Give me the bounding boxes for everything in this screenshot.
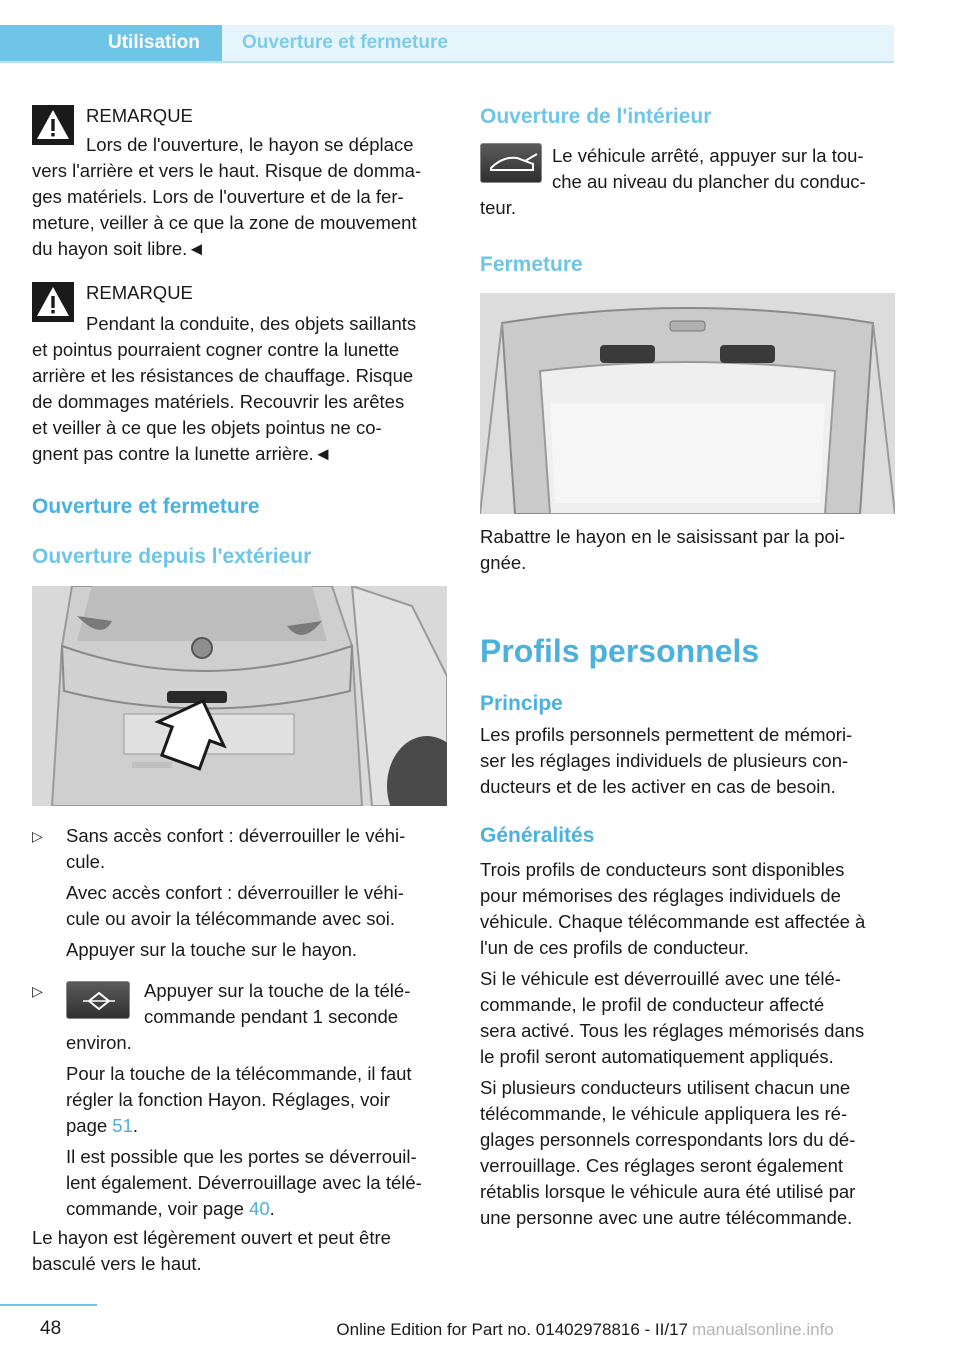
bullet-line: cule. bbox=[66, 851, 106, 872]
body-line: véhicule. Chaque télécommande est affectée à bbox=[480, 911, 866, 932]
body-line: rétablis lorsque le véhicule aura été utilisé par bbox=[480, 1181, 856, 1202]
interior-tailgate-button-icon bbox=[480, 143, 542, 183]
chapter-heading: Profils personnels bbox=[480, 633, 760, 669]
body-line: Le véhicule arrêté, appuyer sur la tou‐ bbox=[552, 145, 864, 166]
remote-tailgate-button-icon bbox=[66, 981, 130, 1019]
bullet-triangle-icon: ▷ bbox=[32, 983, 43, 999]
closing-line: basculé vers le haut. bbox=[32, 1253, 202, 1274]
body-line: télécommande, le véhicule appliquera les ré‐ bbox=[480, 1103, 848, 1124]
body-line: ser les réglages individuels de plusieurs con‐ bbox=[480, 750, 849, 771]
body-line: sera activé. Tous les réglages mémorisés dans bbox=[480, 1020, 865, 1041]
body-line: verrouillage. Ces réglages seront également bbox=[480, 1155, 844, 1176]
bullet-line: régler la fonction Hayon. Réglages, voir bbox=[66, 1089, 390, 1110]
bullet-line: Appuyer sur la touche sur le hayon. bbox=[66, 939, 358, 960]
warning-title: REMARQUE bbox=[86, 282, 193, 303]
diamond-icon bbox=[67, 982, 131, 1020]
bullet-line: cule ou avoir la télécommande avec soi. bbox=[66, 908, 396, 929]
warning-body-line: vers l'arrière et vers le haut. Risque de domma‐ bbox=[32, 160, 422, 181]
watermark: manualsonline.info bbox=[692, 1320, 834, 1339]
warning-body-line: Lors de l'ouverture, le hayon se déplace bbox=[86, 134, 414, 155]
warning-triangle-icon bbox=[32, 105, 74, 145]
edition-note: Online Edition for Part no. 01402978816 - II/17 bbox=[336, 1320, 688, 1339]
body-line: commande, le profil de conducteur affecté bbox=[480, 994, 825, 1015]
subsection-heading: Ouverture de l'intérieur bbox=[480, 105, 712, 128]
bullet-line: Avec accès confort : déverrouiller le véhi‐ bbox=[66, 882, 404, 903]
body-line: teur. bbox=[480, 197, 516, 218]
warning-body-line: de dommages matériels. Recouvrir les arêtes bbox=[32, 391, 405, 412]
body-line: gnée. bbox=[480, 552, 527, 573]
bullet-line bbox=[66, 1196, 447, 1222]
subsection-heading: Généralités bbox=[480, 824, 595, 847]
bullet-triangle-icon: ▷ bbox=[32, 828, 43, 844]
closing-line: Le hayon est légèrement ouvert et peut être bbox=[32, 1227, 391, 1248]
body-line: le profil seront automatiquement appliqués. bbox=[480, 1046, 834, 1067]
warning-note-2 bbox=[32, 280, 447, 470]
warning-body-line: meture, veiller à ce que la zone de mouvement bbox=[32, 212, 417, 233]
page-number: 48 bbox=[40, 1318, 62, 1339]
subsection-heading: Principe bbox=[480, 692, 563, 715]
subsection-heading: Ouverture depuis l'extérieur bbox=[32, 545, 312, 568]
bullet-line: Appuyer sur la touche de la télé‐ bbox=[144, 980, 411, 1001]
tailgate-interior-illustration bbox=[480, 293, 895, 514]
header-section-label: Ouverture et fermeture bbox=[242, 32, 448, 53]
body-line: Trois profils de conducteurs sont disponibles bbox=[480, 859, 845, 880]
instruction-bullet bbox=[32, 823, 447, 963]
body-line: Rabattre le hayon en le saisissant par la poi‐ bbox=[480, 526, 846, 547]
header-tab-label: Utilisation bbox=[108, 32, 200, 53]
bullet-text-span: . bbox=[132, 1115, 139, 1136]
bullet-text-span: commande, voir page bbox=[66, 1198, 250, 1219]
warning-title: REMARQUE bbox=[86, 105, 193, 126]
warning-body-line: et pointus pourraient cogner contre la lunette bbox=[32, 339, 400, 360]
car-trunk-icon bbox=[481, 144, 543, 184]
header-tab-utilisation bbox=[0, 25, 222, 61]
warning-triangle-icon bbox=[32, 282, 74, 322]
body-line: l'un de ces profils de conducteur. bbox=[480, 937, 749, 958]
warning-body-line: Pendant la conduite, des objets saillants bbox=[86, 313, 417, 334]
page-link-40[interactable]: 40 bbox=[249, 1198, 270, 1219]
tailgate-exterior-illustration bbox=[32, 586, 447, 806]
page-link-51[interactable]: 51 bbox=[112, 1115, 133, 1136]
body-line: Les profils personnels permettent de mémori‐ bbox=[480, 724, 853, 745]
body-line: pour mémorises des réglages individuels de bbox=[480, 885, 841, 906]
bullet-line: Pour la touche de la télécommande, il faut bbox=[66, 1063, 412, 1084]
body-line: une personne avec une autre télécommande. bbox=[480, 1207, 853, 1228]
bullet-line bbox=[66, 1113, 447, 1139]
footer-rule bbox=[0, 1304, 97, 1306]
subsection-heading: Fermeture bbox=[480, 253, 583, 276]
warning-body-line: ges matériels. Lors de l'ouverture et de la fer‐ bbox=[32, 186, 404, 207]
instruction-bullet bbox=[32, 978, 447, 1218]
body-line: ducteurs et de les activer en cas de besoin. bbox=[480, 776, 836, 797]
warning-body-line: du hayon soit libre.◄ bbox=[32, 238, 206, 259]
body-line: Si le véhicule est déverrouillé avec une télé‐ bbox=[480, 968, 841, 989]
warning-note-1 bbox=[32, 103, 447, 263]
bullet-line: commande pendant 1 seconde bbox=[144, 1006, 399, 1027]
warning-body-line: gnent pas contre la lunette arrière.◄ bbox=[32, 443, 333, 464]
header-rule bbox=[0, 61, 894, 63]
header-section-title bbox=[222, 25, 894, 61]
tailgate-inside-image bbox=[480, 293, 895, 514]
bullet-text-span: . bbox=[269, 1198, 275, 1219]
warning-body-line: arrière et les résistances de chauffage. Risque bbox=[32, 365, 414, 386]
body-line: Si plusieurs conducteurs utilisent chacun une bbox=[480, 1077, 851, 1098]
car-rear-image bbox=[32, 586, 447, 806]
section-heading: Ouverture et fermeture bbox=[32, 495, 260, 518]
bullet-line: lent également. Déverrouillage avec la télé‐ bbox=[66, 1172, 422, 1193]
body-line: glages personnels correspondants lors du dé‐ bbox=[480, 1129, 856, 1150]
body-line: che au niveau du plancher du conduc‐ bbox=[552, 171, 866, 192]
bullet-line: Sans accès confort : déverrouiller le véhi‐ bbox=[66, 825, 406, 846]
bullet-text-span: page bbox=[66, 1115, 113, 1136]
bullet-line: Il est possible que les portes se déverrouil‐ bbox=[66, 1146, 417, 1167]
bullet-line: environ. bbox=[66, 1032, 132, 1053]
warning-body-line: et veiller à ce que les objets pointus ne co‐ bbox=[32, 417, 382, 438]
